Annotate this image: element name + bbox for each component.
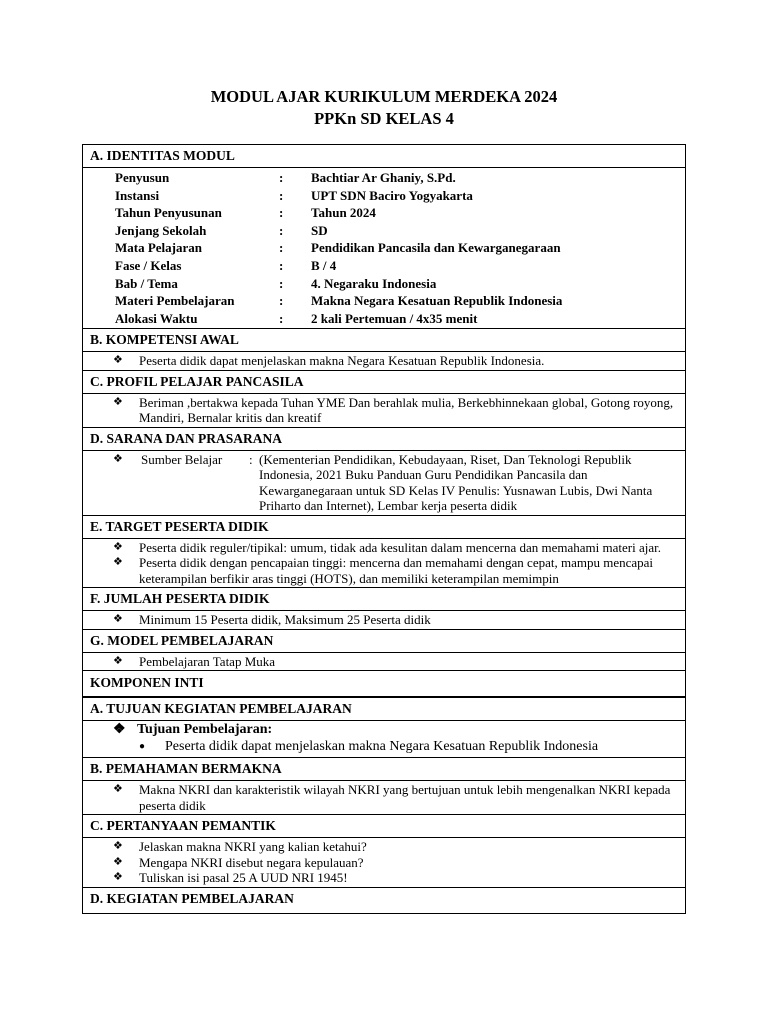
colon: : xyxy=(279,205,284,221)
sumber-belajar-label: Sumber Belajar xyxy=(141,451,223,467)
bullet-list xyxy=(83,352,685,370)
colon: : xyxy=(279,240,284,256)
diamond-bullet-icon: ❖ xyxy=(113,783,123,796)
list-item xyxy=(89,855,679,871)
section-kompetensi xyxy=(82,329,686,371)
identity-key: Tahun Penyusunan xyxy=(115,205,222,221)
sumber-belajar-value: (Kementerian Pendidikan, Kebudayaan, Riset, Dan Teknologi Republik Indonesia, 2021 Buku Panduan Guru Pendidikan Pancasila dan Kewarganegaraan untuk SD Kelas IV Penulis: Yusnawan Lubis, Dwi Nanta Priharto dan Internet), Lembar kerja peserta didik xyxy=(259,451,653,514)
diamond-bullet-icon: ❖ xyxy=(113,540,123,553)
diamond-bullet-icon: ❖ xyxy=(113,613,123,626)
diamond-bullet-icon: ❖ xyxy=(113,354,123,367)
identity-row xyxy=(89,170,679,188)
colon: : xyxy=(279,222,284,238)
tujuan-subheading xyxy=(89,722,679,738)
bullet-list xyxy=(83,653,685,671)
title-block xyxy=(0,86,768,130)
section-jumlah xyxy=(82,588,686,630)
colon: : xyxy=(279,293,284,309)
identity-row xyxy=(89,311,679,329)
section-heading: G. MODEL PEMBELAJARAN xyxy=(83,630,685,653)
list-item xyxy=(89,540,679,556)
tujuan-item-text: Peserta didik dapat menjelaskan makna Negara Kesatuan Republik Indonesia xyxy=(165,739,599,755)
identity-key: Jenjang Sekolah xyxy=(115,222,207,238)
list-item xyxy=(89,782,679,813)
identity-value: Makna Negara Kesatuan Republik Indonesia xyxy=(311,293,563,309)
sumber-belajar-row xyxy=(89,452,679,514)
section-heading: A. IDENTITAS MODUL xyxy=(83,145,685,168)
list-item-text: Makna NKRI dan karakteristik wilayah NKRI yang bertujuan untuk lebih mengenalkan NKRI kepada peserta didik xyxy=(139,782,671,813)
identity-value: Bachtiar Ar Ghaniy, S.Pd. xyxy=(311,170,456,185)
bullet-list xyxy=(83,611,685,629)
identity-row xyxy=(89,240,679,258)
list-item xyxy=(89,738,679,755)
identity-table xyxy=(89,170,679,328)
colon: : xyxy=(279,170,284,185)
list-item-text: Peserta didik reguler/tipikal: umum, tidak ada kesulitan dalam mencerna dan memahami materi ajar. xyxy=(139,539,661,555)
identity-key: Instansi xyxy=(115,187,160,203)
diamond-bullet-icon: ❖ xyxy=(113,395,123,408)
diamond-bullet-icon: ❖ xyxy=(113,840,123,853)
identity-value: B / 4 xyxy=(311,257,337,273)
document-subtitle: PPKn SD KELAS 4 xyxy=(314,109,454,128)
colon: : xyxy=(279,275,284,291)
list-item-text: Minimum 15 Peserta didik, Maksimum 25 Peserta didik xyxy=(139,612,431,628)
section-heading: B. KOMPETENSI AWAL xyxy=(83,329,685,352)
bullet-list xyxy=(83,539,685,588)
tujuan-label: Tujuan Pembelajaran: xyxy=(137,722,273,738)
section-heading: KOMPONEN INTI xyxy=(83,671,685,697)
section-profil xyxy=(82,371,686,428)
identity-row xyxy=(89,293,679,311)
list-item-text: Peserta didik dengan pencapaian tinggi: mencerna dan memahami dengan cepat, mampu mencapai keterampilan berfikir aras tinggi (HOTS), dan memiliki keterampilan memimpin xyxy=(139,555,654,586)
list-item-text: Beriman ,bertakwa kepada Tuhan YME Dan berahlak mulia, Berkebhinnekaan global, Gotong royong, Mandiri, Bernalar kritis dan kreatif xyxy=(139,394,674,426)
section-target xyxy=(82,516,686,589)
section-model xyxy=(82,630,686,672)
diamond-bullet-icon: ❖ xyxy=(113,722,126,738)
section-pertanyaan xyxy=(82,815,686,888)
list-item xyxy=(89,612,679,628)
list-item-text: Peserta didik dapat menjelaskan makna Negara Kesatuan Republik Indonesia. xyxy=(139,353,545,369)
colon: : xyxy=(279,187,284,203)
module-table xyxy=(82,144,686,914)
section-heading: B. PEMAHAMAN BERMAKNA xyxy=(83,758,685,781)
identity-key: Materi Pembelajaran xyxy=(115,293,235,309)
section-heading: A. TUJUAN KEGIATAN PEMBELAJARAN xyxy=(83,698,685,721)
identity-row xyxy=(89,205,679,223)
section-heading: C. PROFIL PELAJAR PANCASILA xyxy=(83,371,685,394)
section-heading: C. PERTANYAAN PEMANTIK xyxy=(83,815,685,838)
bullet-list xyxy=(83,838,685,887)
colon: : xyxy=(279,310,284,326)
list-item xyxy=(89,870,679,886)
bullet-list xyxy=(83,781,685,814)
dot-bullet-icon: ● xyxy=(139,741,146,753)
list-item xyxy=(89,555,679,586)
identity-value: UPT SDN Baciro Yogyakarta xyxy=(311,187,473,203)
identity-value: 2 kali Pertemuan / 4x35 menit xyxy=(311,310,478,326)
colon: : xyxy=(279,257,284,273)
list-item-text: Tuliskan isi pasal 25 A UUD NRI 1945! xyxy=(139,870,348,886)
identity-value: SD xyxy=(311,222,328,238)
colon: : xyxy=(249,451,253,467)
list-item-text: Jelaskan makna NKRI yang kalian ketahui? xyxy=(139,839,367,855)
section-sarana xyxy=(82,428,686,516)
list-item xyxy=(89,654,679,670)
section-heading: E. TARGET PESERTA DIDIK xyxy=(83,516,685,539)
list-item xyxy=(89,353,679,369)
list-item xyxy=(89,839,679,855)
section-heading: F. JUMLAH PESERTA DIDIK xyxy=(83,588,685,611)
section-heading: D. KEGIATAN PEMBELAJARAN xyxy=(90,890,294,906)
identity-row xyxy=(89,223,679,241)
diamond-bullet-icon: ❖ xyxy=(113,855,123,868)
document-title: MODUL AJAR KURIKULUM MERDEKA 2024 xyxy=(210,87,558,106)
identity-key: Fase / Kelas xyxy=(115,257,182,273)
diamond-bullet-icon: ❖ xyxy=(113,452,123,465)
section-heading: D. SARANA DAN PRASARANA xyxy=(83,428,685,451)
list-item-text: Mengapa NKRI disebut negara kepulauan? xyxy=(139,854,364,870)
identity-row xyxy=(89,258,679,276)
identity-key: Alokasi Waktu xyxy=(115,310,198,326)
diamond-bullet-icon: ❖ xyxy=(113,556,123,569)
bullet-list xyxy=(83,394,685,427)
identity-row xyxy=(89,188,679,206)
diamond-bullet-icon: ❖ xyxy=(113,871,123,884)
section-komponen-inti xyxy=(82,671,686,698)
identity-key: Mata Pelajaran xyxy=(115,240,203,256)
identity-value: 4. Negaraku Indonesia xyxy=(311,275,437,291)
identity-value: Pendidikan Pancasila dan Kewarganegaraan xyxy=(311,240,561,256)
diamond-bullet-icon: ❖ xyxy=(113,654,123,667)
list-item xyxy=(89,395,679,426)
list-item-text: Pembelajaran Tatap Muka xyxy=(139,653,276,669)
section-tujuan xyxy=(82,698,686,758)
section-pemahaman xyxy=(82,758,686,815)
identity-value: Tahun 2024 xyxy=(311,205,376,221)
section-identitas xyxy=(82,144,686,329)
identity-key: Bab / Tema xyxy=(115,275,178,291)
identity-row xyxy=(89,276,679,294)
section-kegiatan xyxy=(82,888,686,914)
identity-key: Penyusun xyxy=(115,170,170,185)
